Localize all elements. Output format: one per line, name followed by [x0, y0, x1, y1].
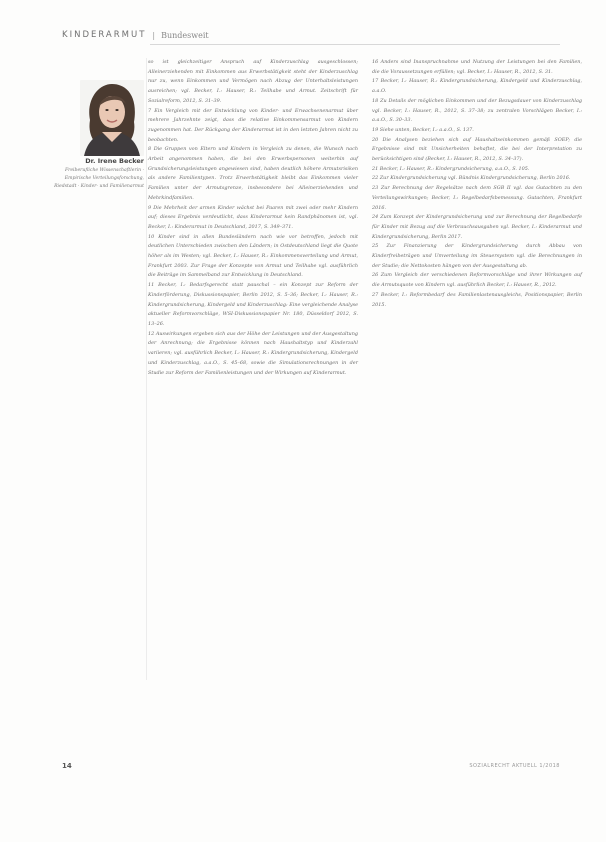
left-column: [148, 58, 358, 378]
endnote: 9 Die Mehrheit der armen Kinder wächst bei Paaren mit zwei oder mehr Kindern auf; dieses Ergebnis verdeutlicht, dass Kinderarmut kein Randphänomen ist, vgl. Becker, I.: Kinderarmut in Deutschland, 2017, S. 349–371.: [148, 204, 358, 230]
author-name: Dr. Irene Becker: [85, 157, 144, 165]
endnote: 21 Becker, I.: Hauser, R.: Kindergrundsicherung, a.a.O., S. 105.: [372, 165, 530, 172]
endnote: 18 Zu Details der möglichen Einkommen und der Bezugsdauer von Kinderzuschlag vgl. Becker, I.: Hauser, R., 2012, S. 37–38; zu zentralen Vorschlägen Becker, I.: a.a.O., S. 30–33.: [372, 97, 582, 124]
endnote: 8 Die Gruppen von Eltern und Kindern in Vergleich zu denen, die Wunsch nach Arbeit angenommen haben, die bei den Erwerbspersonen weiterhin auf Grundsicherungsleistungen angewiesen sind, haben deutlich höhere Armutsrisiken als andere Familientypen. Trotz Erwerbstätigkeit bleibt das Einkommen vieler Familien unter der Armutsgrenze, insbesondere bei Alleinerziehenden und Mehrkindfamilien.: [148, 146, 358, 201]
header-section: Bundesweit: [161, 30, 209, 40]
right-column: [372, 58, 582, 310]
endnote: 16 Anders sind Inanspruchnahme und Nutzung der Leistungen bei den Familien, die die Voraussetzungen erfüllen; vgl. Becker, I.: Hauser, R., 2012, S. 31.: [372, 59, 582, 75]
endnote: 25 Zur Finanzierung der Kindergrundsicherung durch Abbau von Kinderfreibeträgen und Umverteilung im Steuersystem vgl. die Berechnungen in der Studie; die Nettokosten hängen von der Ausgestaltung ab.: [372, 243, 582, 269]
endnote: 7 Ein Vergleich mit der Entwicklung von Kinder- und Erwachsenenarmut über mehrere Jahrzehnte zeigt, dass die relative Einkommensarmut von Kindern zugenommen hat. Der Rückgang der Kinderarmut ist in den letzten Jahren nicht zu beobachten.: [148, 107, 358, 143]
author-photo: [80, 80, 144, 156]
endnote: 24 Zum Konzept der Kindergrundsicherung und zur Berechnung der Regelbedarfe für Kinder mit Bezug auf die Verbrauchsausgaben vgl. Becker, I.: Kinderarmut und Kindergrundsicherung, Berlin 2017.: [372, 214, 582, 240]
column-divider: [146, 58, 147, 680]
header-brand: KINDERARMUT: [62, 30, 147, 40]
endnote: 11 Becker, I.: Bedarfsgerecht statt pauschal – ein Konzept zur Reform der Kinderförderung, Diskussionspapier, Berlin 2012, S. 5–36; Becker, I.: Hauser, R.: Kindergrundsicherung, Kindergeld und Kinderzuschlag: Eine vergleichende Analyse aktueller Reformvorschläge, WSI-Diskussionspapier Nr. 180, Düsseldorf 2012, S. 13–26.: [148, 282, 358, 327]
author-caption: [54, 157, 144, 191]
endnote: so ist gleichzeitiger Anspruch auf Kinderzuschlag ausgeschlossen; Alleinerziehenden mit Einkommen aus Erwerbstätigkeit steht der Kinderzuschlag nur zu, wenn Einkommen und Vermögen nach Abzug der Unterhaltsleistungen ausreichen; vgl. Becker, I.: Hauser, R.: Teilhabe und Armut. Zeitschrift für Sozialreform, 2012, S. 31–39.: [148, 59, 358, 104]
page-number: 14: [62, 762, 72, 770]
endnote: 20 Die Analysen beziehen sich auf Haushaltseinkommen gemäß SOEP; die Ergebnisse sind mit Unsicherheiten behaftet, die bei der Interpretation zu berücksichtigen sind (Becker, I.: Hauser, R., 2012, S. 34–37).: [372, 136, 582, 163]
footer-source: SOZIALRECHT AKTUELL 1/2018: [469, 763, 560, 769]
header-separator: |: [152, 30, 156, 40]
author-bio: Freiberufliche Wissenschaftlerin · Empirische Verteilungsforschung, Riedstadt · Kinder- und Familienarmut: [54, 168, 144, 189]
endnote: 17 Becker, I.: Hauser, R.: Kindergrundsicherung, Kindergeld und Kinderzuschlag, a.a.O.: [372, 78, 582, 95]
endnote: 22 Zur Kindergrundsicherung vgl. Bündnis Kindergrundsicherung, Berlin 2016.: [372, 175, 571, 182]
endnote: 26 Zum Vergleich der verschiedenen Reformvorschläge und ihrer Wirkungen auf die Armutsquote von Kindern vgl. ausführlich Becker, I.: Hauser, R., 2012.: [372, 272, 582, 289]
running-header: [62, 28, 562, 42]
endnote: 27 Becker, I.: Reformbedarf des Familienlastenausgleichs, Positionspapier, Berlin 2015.: [372, 291, 582, 308]
endnote: 19 Siehe unten, Becker, I.: a.a.O., S. 137.: [372, 126, 474, 133]
endnote: 10 Kinder sind in allen Bundesländern nach wie vor betroffen, jedoch mit deutlichen Unterschieden zwischen den Ländern; in Ostdeutschland liegt die Quote höher als im Westen; vgl. Becker, I.: Hauser, R.: Einkommensverteilung und Armut, Frankfurt 2003. Zur Frage der Konzepte von Armut und Teilhabe vgl. ausführlich die Beiträge im Sammelband zur Entwicklung in Deutschland.: [148, 233, 358, 279]
endnote: 23 Zur Berechnung der Regelsätze nach dem SGB II vgl. das Gutachten zu den Verteilungswirkungen; Becker, I.: Regelbedarfsbemessung. Gutachten, Frankfurt 2016.: [372, 185, 582, 211]
header-rule: [150, 44, 560, 45]
endnote: 12 Auswirkungen ergeben sich aus der Höhe der Leistungen und der Ausgestaltung der Anrechnung; die Ergebnisse können nach Haushaltstyp und Kinderzahl variieren; vgl. ausführlich Becker, I.: Hauser, R.: Kindergrundsicherung, Kindergeld und Kinderzuschlag, a.a.O., S. 45–68, sowie die Simulationsrechnungen in der Studie zur Reform der Familienleistungen und der Wirkungen auf Kinderarmut.: [148, 330, 358, 376]
